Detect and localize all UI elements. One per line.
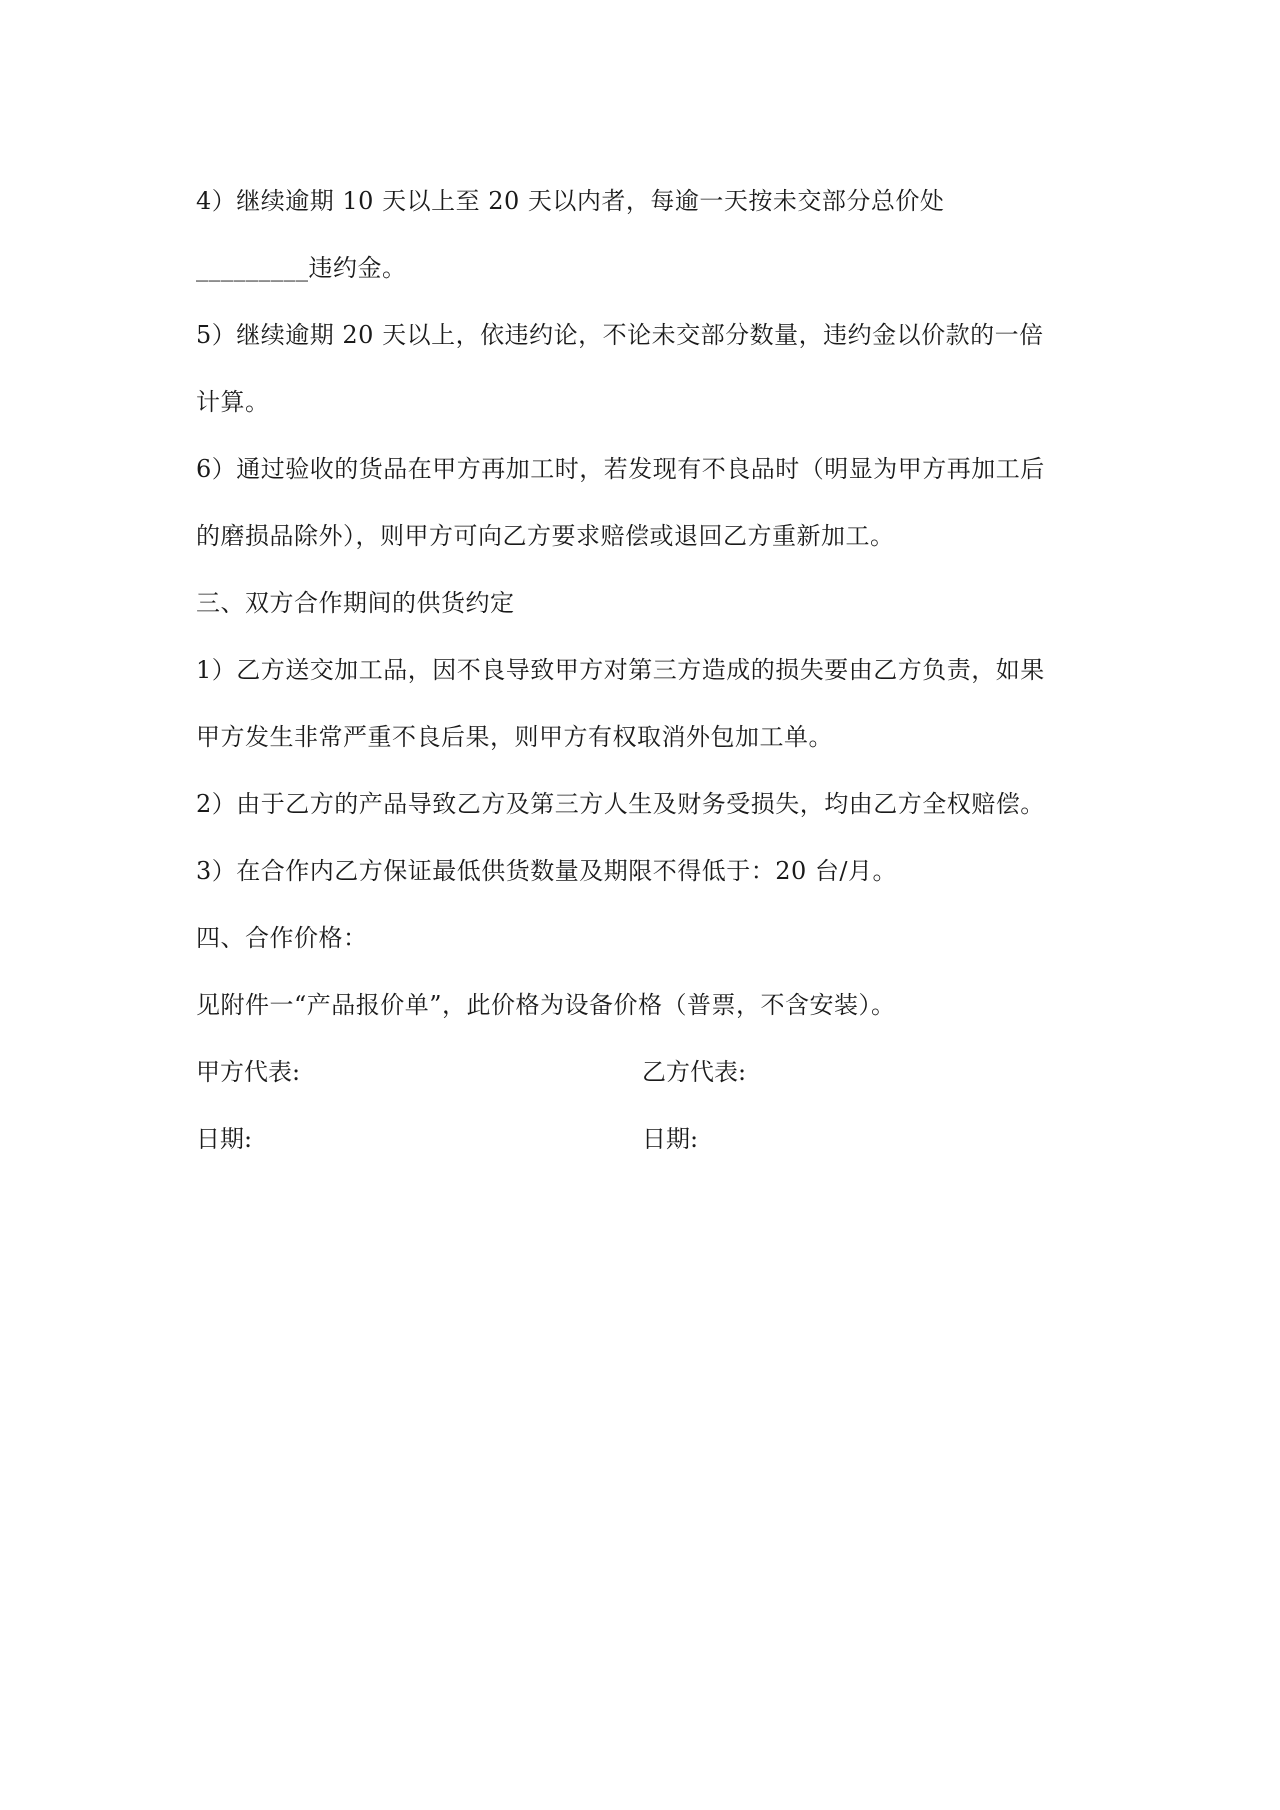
- party-a-date-label: 日期:: [196, 1125, 253, 1153]
- supply-clause-1-line-1: 1）乙方送交加工品，因不良导致甲方对第三方造成的损失要由乙方负责，如果: [196, 656, 1045, 684]
- section-4-heading: 四、合作价格：: [196, 924, 368, 952]
- document-body: [196, 168, 1096, 1173]
- clause-4-line-2: _________违约金。: [196, 254, 407, 282]
- party-b-rep-label: 乙方代表:: [642, 1058, 747, 1086]
- clause-5-line-1: 5）继续逾期 20 天以上，依违约论，不论未交部分数量，违约金以价款的一倍: [196, 321, 1044, 349]
- signature-rep-row: [196, 1039, 1096, 1106]
- price-clause: 见附件一“产品报价单”，此价格为设备价格（普票，不含安装）。: [196, 991, 896, 1019]
- supply-clause-3: 3）在合作内乙方保证最低供货数量及期限不得低于：20 台/月。: [196, 857, 898, 885]
- party-a-rep-label: 甲方代表:: [196, 1058, 301, 1086]
- supply-clause-2: 2）由于乙方的产品导致乙方及第三方人生及财务受损失，均由乙方全权赔偿。: [196, 790, 1045, 818]
- clause-6-line-1: 6）通过验收的货品在甲方再加工时，若发现有不良品时（明显为甲方再加工后: [196, 455, 1045, 483]
- party-b-date-label: 日期:: [642, 1125, 699, 1153]
- section-3-heading: 三、双方合作期间的供货约定: [196, 589, 515, 617]
- clause-5-line-2: 计算。: [196, 388, 270, 416]
- clause-6-line-2: 的磨损品除外），则甲方可向乙方要求赔偿或退回乙方重新加工。: [196, 522, 895, 550]
- supply-clause-1-line-2: 甲方发生非常严重不良后果，则甲方有权取消外包加工单。: [196, 723, 833, 751]
- signature-date-row: [196, 1106, 1096, 1173]
- clause-4-line-1: 4）继续逾期 10 天以上至 20 天以内者，每逾一天按未交部分总价处: [196, 187, 945, 215]
